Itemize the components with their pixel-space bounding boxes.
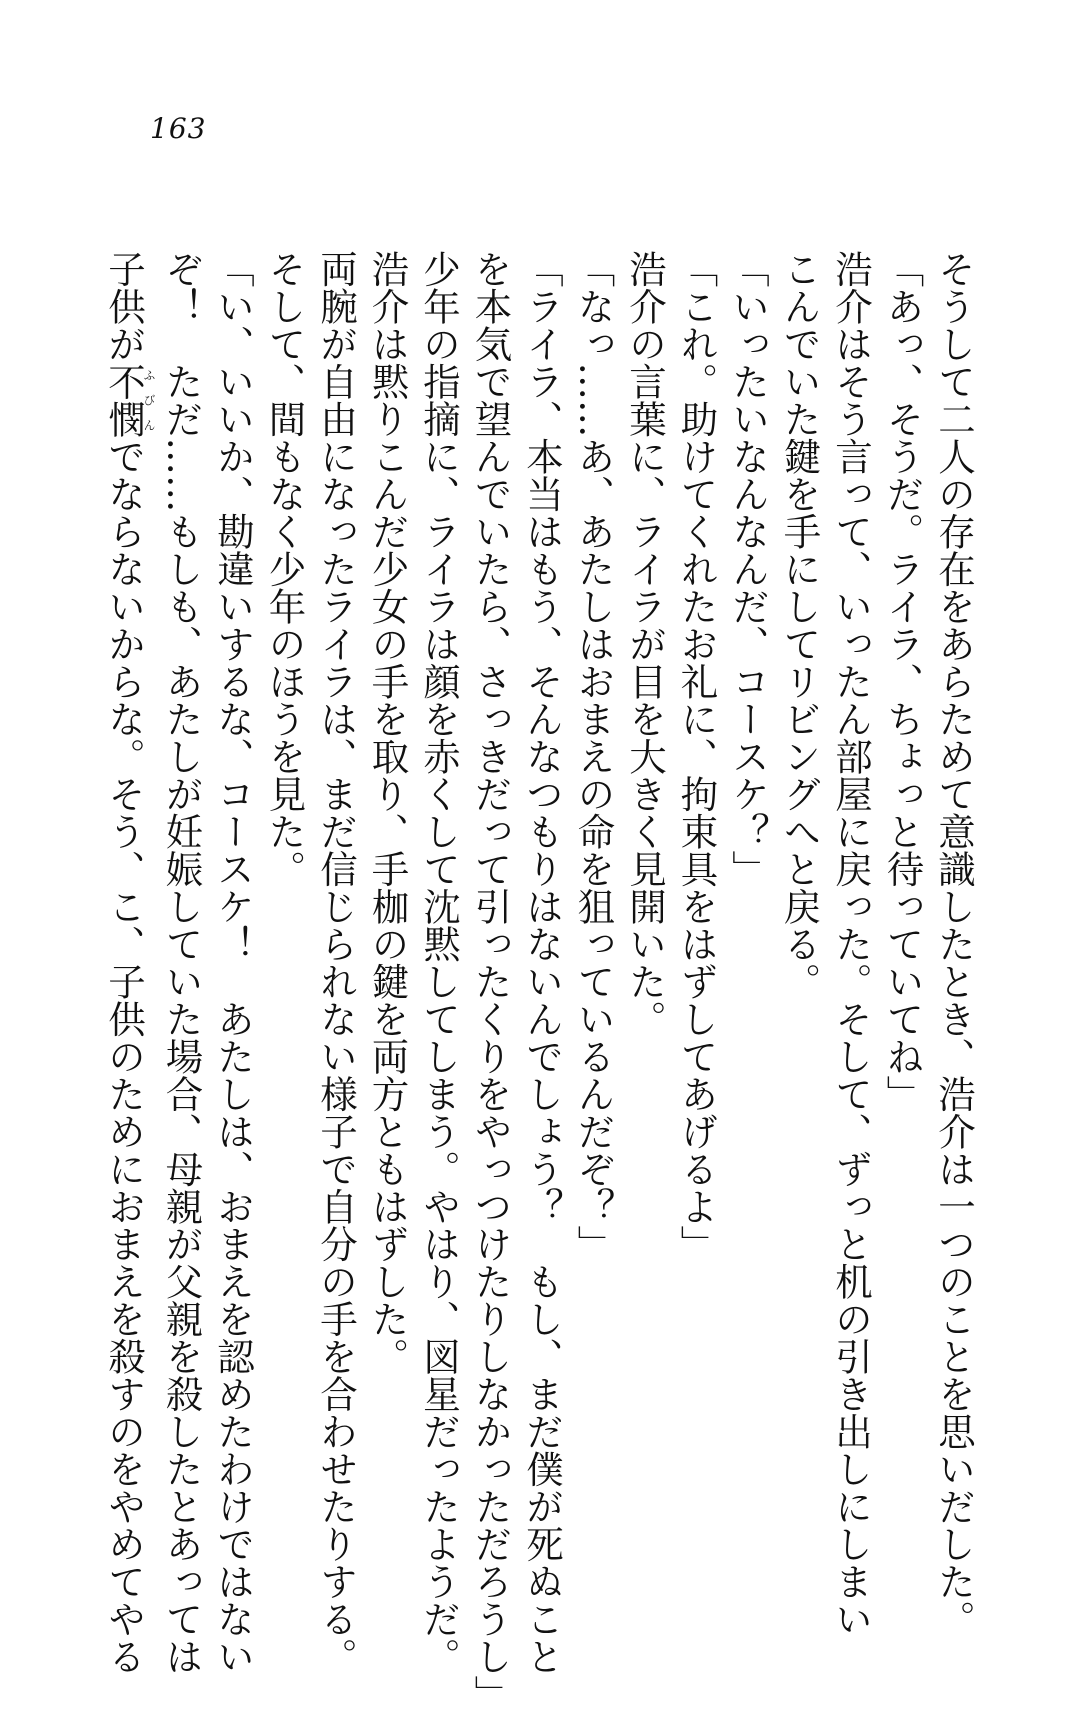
furigana-reading: ふびん: [142, 362, 156, 438]
text-line: ぞ！ ただ……もしも、あたしが妊娠していた場合、母親が父親を殺したとあっては: [159, 250, 204, 1675]
text-line: 浩介は黙りこんだ少女の手を取り、手枷の鍵を両方ともはずした。: [365, 250, 410, 1375]
text-line: 「これ。助けてくれたお礼に、拘束具をはずしてあげるよ」: [674, 250, 719, 1263]
text-line: 浩介はそう言って、いったん部屋に戻った。そして、ずっと机の引き出しにしまい: [829, 250, 873, 1638]
text-line: そうして二人の存在をあらためて意識したとき、浩介は一つのことを思いだした。: [932, 250, 976, 1638]
text-line: 「なっ……あ、あたしはおまえの命を狙っているんだぞ？」: [571, 250, 616, 1263]
text-line: を本気で望んでいたら、さっきだって引ったくりをやっつけたりしなかっただろうし」: [468, 250, 513, 1713]
text-line: 両腕が自由になったライラは、まだ信じられない様子で自分の手を合わせたりする。: [314, 250, 358, 1675]
text-line: 「い、いいか、勘違いするな、コースケ！ あたしは、おまえを認めたわけではない: [211, 250, 255, 1675]
text-line: こんでいた鍵を手にしてリビングへと戻る。: [777, 250, 822, 1000]
text-line: そして、間もなく少年のほうを見た。: [262, 250, 307, 888]
text-line: 「ライラ、本当はもう、そんなつもりはないんでしょう？ もし、まだ僕が死ぬこと: [520, 250, 564, 1675]
text-line: 少年の指摘に、ライラは顔を赤くして沈黙してしまう。やはり、図星だったようだ。: [417, 250, 461, 1675]
text-line: 「あっ、そうだ。ライラ、ちょっと待っていてね」: [880, 250, 925, 1113]
furigana-word: 不憫ふびん: [102, 362, 156, 438]
text-line: 「いったいなんなんだ、コースケ？」: [726, 250, 770, 888]
text-line-with-ruby: 子供が不憫ふびんでならないからな。そう、こ、子供のためにおまえを殺すのをやめてやる: [102, 250, 156, 1675]
text-line: 浩介の言葉に、ライラが目を大きく見開いた。: [623, 250, 667, 1038]
vertical-text-body: [102, 250, 979, 1713]
page-number: 163: [150, 112, 207, 145]
